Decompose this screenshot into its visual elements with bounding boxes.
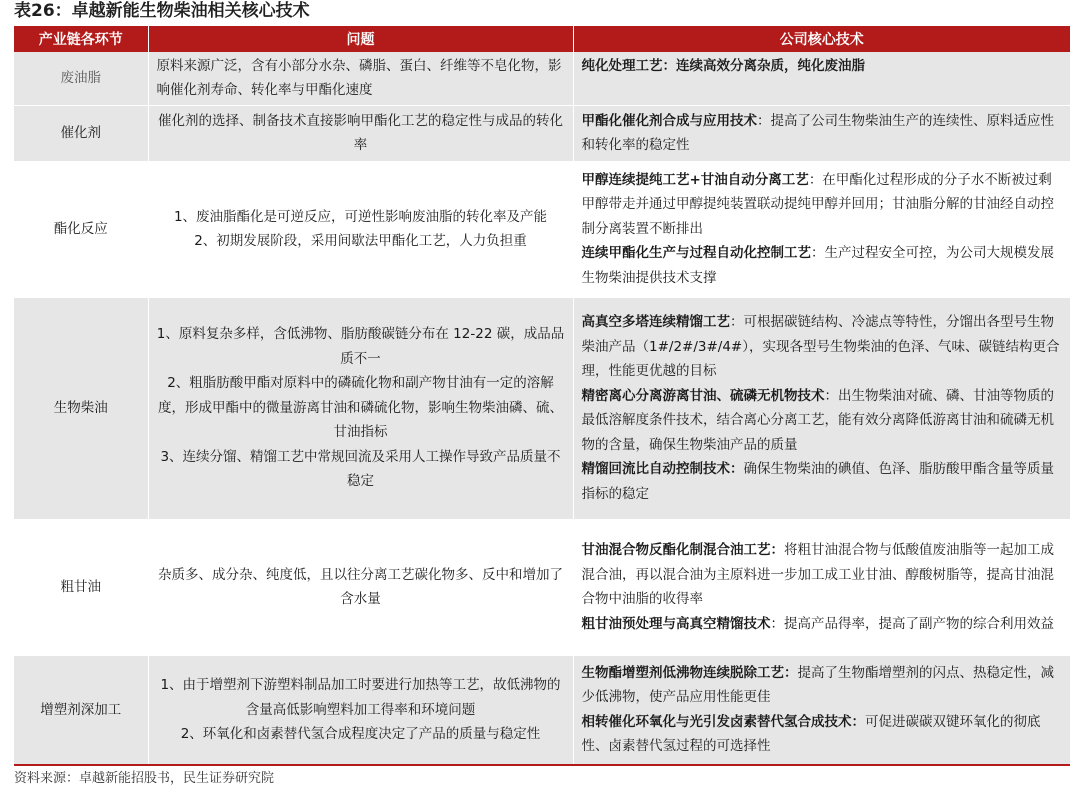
tech-desc: ：提高产品得率，提高了副产物的综合利用效益 bbox=[770, 615, 1054, 632]
problem-text: 催化剂的选择、制备技术直接影响甲酯化工艺的稳定性与成品的转化率 bbox=[158, 112, 563, 153]
problem-cell bbox=[148, 52, 573, 105]
tech-cell bbox=[573, 52, 1070, 105]
table-header-row bbox=[14, 26, 1070, 52]
table-row bbox=[14, 105, 1070, 161]
problem-text: 2、环氧化和卤素替代氢合成程度决定了产品的质量与稳定性 bbox=[180, 726, 541, 742]
tech-item bbox=[582, 241, 1063, 290]
tech-name: 甲醇连续提纯工艺+甘油自动分离工艺 bbox=[581, 171, 809, 188]
stage-cell: 增塑剂深加工 bbox=[14, 655, 148, 765]
problem-cell bbox=[148, 105, 573, 161]
problem-text: 1、废油脂酯化是可逆反应，可逆性影响废油脂的转化率及产能 bbox=[173, 208, 548, 225]
tech-cell bbox=[573, 161, 1070, 297]
tech-name: 高真空多塔连续精馏工艺 bbox=[581, 314, 730, 330]
tech-name: 甘油混合物反酯化制混合油工艺： bbox=[581, 542, 784, 558]
problem-cell bbox=[148, 655, 573, 765]
stage-cell: 废油脂 bbox=[14, 52, 148, 105]
problem-text: 杂质多、成分杂、纯度低，且以往分离工艺碳化物多、反中和增加了含水量 bbox=[158, 566, 563, 607]
tech-desc: ：生产过程安全可控，为公司大规模发展生物柴油提供技术支撑 bbox=[581, 245, 1054, 286]
tech-name: 连续甲酯化生产与过程自动化控制工艺 bbox=[581, 245, 811, 262]
table-row bbox=[14, 655, 1070, 765]
tech-name: 生物酯增塑剂低沸物连续脱除工艺： bbox=[581, 664, 798, 681]
header-tech: 公司核心技术 bbox=[573, 26, 1070, 52]
core-tech-table bbox=[14, 26, 1070, 766]
tech-name: 精密离心分离游离甘油、硫磷无机物技术 bbox=[581, 387, 825, 404]
tech-desc: 可促进碳碳双键环氧化的彻底性、卤素替代氢过程的可选择性 bbox=[581, 713, 1041, 755]
tech-desc: 提高了生物酯增塑剂的闪点、热稳定性，减少低沸物，使产品应用性能更佳 bbox=[581, 664, 1054, 706]
tech-item bbox=[582, 457, 1063, 506]
tech-item bbox=[582, 54, 1063, 79]
tech-item bbox=[582, 168, 1063, 242]
tech-name: 精馏回流比自动控制技术： bbox=[581, 461, 744, 477]
tech-cell bbox=[573, 297, 1070, 519]
problem-text: 2、粗脂肪酸甲酯对原料中的磷硫化物和副产物甘油有一定的溶解度，形成甲酯中的微量游离甘油和磷硫化物，影响生物柴油磷、硫、甘油指标 bbox=[158, 375, 563, 441]
problem-text: 3、连续分馏、精馏工艺中常规回流及采用人工操作导致产品质量不稳定 bbox=[160, 448, 561, 490]
tech-desc: ：在甲酯化过程形成的分子水不断被过剩甲醇带走并通过甲醇提纯装置联动提纯甲醇并回用；甘油脂分解的甘油经自动控制分离装置不断排出 bbox=[581, 171, 1054, 237]
problem-text: 原料来源广泛，含有小部分水杂、磷脂、蛋白、纤维等不皂化物，影响催化剂寿命、转化率与甲酯化速度 bbox=[156, 57, 562, 99]
tech-desc: 将粗甘油混合物与低酸值废油脂等一起加工成混合油，再以混合油为主原料进一步加工成工业甘油、醇酸树脂等，提高甘油混合物中油脂的收得率 bbox=[581, 542, 1054, 607]
tech-cell bbox=[573, 519, 1070, 655]
stage-cell: 酯化反应 bbox=[14, 161, 148, 297]
tech-name: 纯化处理工艺： bbox=[581, 58, 676, 74]
table-row bbox=[14, 161, 1070, 297]
problem-cell bbox=[148, 161, 573, 297]
tech-name: 甲酯化催化剂合成与应用技术 bbox=[581, 112, 757, 129]
stage-cell: 粗甘油 bbox=[14, 519, 148, 655]
tech-desc: ：提高了公司生物柴油生产的连续性、原料适应性和转化率的稳定性 bbox=[581, 112, 1054, 153]
tech-desc: 确保生物柴油的碘值、色泽、脂肪酸甲酯含量等质量指标的稳定 bbox=[581, 461, 1054, 502]
tech-desc: ：出生物柴油对硫、磷、甘油等物质的最低溶解度条件技术，结合离心分离工艺，能有效分离降低游离甘油和硫磷无机物的含量，确保生物柴油产品的质量 bbox=[581, 387, 1054, 453]
problem-text: 1、原料复杂多样，含低沸物、脂肪酸碳链分布在 12-22 碳，成品品质不一 bbox=[156, 326, 565, 367]
tech-item bbox=[582, 538, 1063, 612]
tech-item bbox=[582, 661, 1063, 710]
problem-text: 1、由于增塑剂下游塑料制品加工时要进行加热等工艺，故低沸物的含量高低影响塑料加工得率和环境问题 bbox=[160, 677, 561, 718]
tech-name: 相转催化环氧化与光引发卤素替代氢合成技术： bbox=[581, 713, 865, 730]
tech-item bbox=[582, 109, 1063, 158]
stage-cell: 生物柴油 bbox=[14, 297, 148, 519]
table-row bbox=[14, 297, 1070, 519]
problem-cell bbox=[148, 519, 573, 655]
tech-cell bbox=[573, 105, 1070, 161]
table-title: 表26：卓越新能生物柴油相关核心技术 bbox=[14, 1, 310, 21]
tech-item bbox=[582, 310, 1063, 384]
stage-cell: 催化剂 bbox=[14, 105, 148, 161]
tech-desc: 连续高效分离杂质，纯化废油脂 bbox=[676, 58, 865, 74]
header-problem: 问题 bbox=[148, 26, 573, 52]
tech-cell bbox=[573, 655, 1070, 765]
tech-item bbox=[582, 384, 1063, 458]
tech-desc: ：可根据碳链结构、冷滤点等特性，分馏出各型号生物柴油产品（1#/2#/3#/4#），实现各型号生物柴油的色泽、气味、碳链结构更合理，性能更优越的目标 bbox=[581, 314, 1060, 379]
source-note: 资料来源：卓越新能招股书，民生证券研究院 bbox=[14, 771, 275, 786]
table-row bbox=[14, 52, 1070, 105]
header-stage: 产业链各环节 bbox=[14, 26, 148, 52]
table-row bbox=[14, 519, 1070, 655]
problem-cell bbox=[148, 297, 573, 519]
tech-name: 粗甘油预处理与高真空精馏技术 bbox=[581, 615, 771, 632]
tech-item bbox=[582, 612, 1063, 637]
problem-text: 2、初期发展阶段，采用间歇法甲酯化工艺，人力负担重 bbox=[194, 233, 527, 249]
tech-item bbox=[582, 710, 1063, 759]
